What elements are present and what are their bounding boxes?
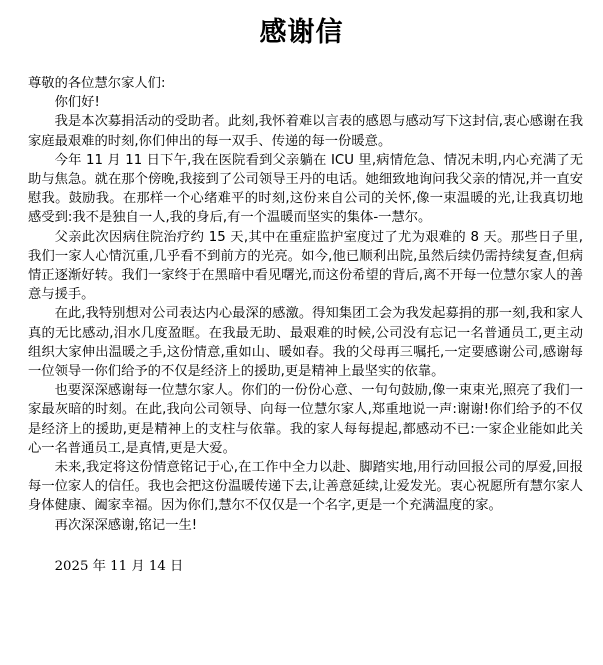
salutation: 尊敬的各位慧尔家人们: — [28, 76, 166, 91]
paragraph-3: 父亲此次因病住院治疗约 15 天,其中在重症监护室度过了尤为艰难的 8 天。那些日子里,我们一家人心情沉重,几乎看不到前方的光亮。如今,他已顺利出院,虽然后续仍需持续复查,但病情正逐渐好转。我们一家终于在黑暗中看见曙光,而这份希望的背后,离不开每一位慧尔家人的善意与援手。 — [28, 229, 583, 303]
letter-body — [0, 74, 603, 535]
closing-line: 再次深深感谢,铭记一生! — [54, 517, 198, 533]
signature-date: 2025 年 11 月 14 日 — [54, 558, 184, 574]
greeting: 你们好! — [54, 95, 100, 111]
paragraph-1: 我是本次募捐活动的受助者。此刻,我怀着难以言表的感恩与感动写下这封信,衷心感谢在我家庭最艰难的时刻,你们伸出的每一双手、传递的每一份暖意。 — [28, 114, 583, 149]
paragraph-5: 也要深深感谢每一位慧尔家人。你们的一份份心意、一句句鼓励,像一束束光,照亮了我们一家最灰暗的时刻。在此,我向公司领导、向每一位慧尔家人,郑重地说一声:谢谢!你们给予的不仅是经济上的援助,更是精神上的支柱与依靠。我的家人每每提起,都感动不已:一家企业能如此关心一名普通员工,是真情,更是大爱。 — [28, 383, 583, 456]
paragraph-6: 未来,我定将这份情意铭记于心,在工作中全力以赴、脚踏实地,用行动回报公司的厚爱,回报每一位家人的信任。我也会把这份温暖传递下去,让善意延续,让爱发光。衷心祝愿所有慧尔家人身体健康、阖家幸福。因为你们,慧尔不仅仅是一个名字,更是一个充满温度的家。 — [28, 460, 583, 514]
page-title: 感谢信 — [259, 17, 344, 48]
paragraph-4: 在此,我特别想对公司表达内心最深的感激。得知集团工会为我发起募捐的那一刻,我和家人真的无比感动,泪水几度盈眶。在我最无助、最艰难的时候,公司没有忘记一名普通员工,更主动组织大家伸出温暖之手,这份情意,重如山、暖如春。我的父母再三嘱托,一定要感谢公司,感谢每一位领导一你们给予的不仅是经济上的援助,更是精神上最坚实的依靠。 — [28, 306, 583, 380]
paragraph-2: 今年 11 月 11 日下午,我在医院看到父亲躺在 ICU 里,病情危急、情况未明,内心充满了无助与焦急。就在那个傍晚,我接到了公司领导王丹的电话。她细致地询问我父亲的情况,并一直安慰我。鼓励我。在那样一个心绪难平的时刻,这份来自公司的关怀,像一束温暖的光,让我真切地感受到:我不是独自一人,我的身后,有一个温暖而坚实的集体-一慧尔。 — [28, 152, 583, 226]
